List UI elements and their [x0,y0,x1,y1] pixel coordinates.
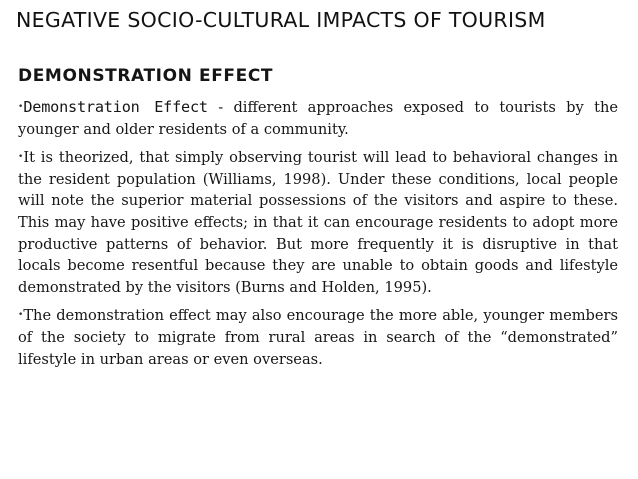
definition-text: - different approaches exposed to tourists by the younger and older residents of a community. [18,99,618,138]
bullet-paragraph-1 [18,97,618,140]
bullet-paragraph-2 [18,147,618,298]
bullet-icon: • [18,310,24,321]
bullet-icon: • [18,152,24,163]
paragraph-text: The demonstration effect may also encourage the more able, younger members of the society to migrate from rural areas in search of the “demonstrated” lifestyle in urban areas or even overseas. [18,307,618,368]
paragraph-text: It is theorized, that simply observing tourist will lead to behavioral changes in the resident population (Williams, 1998). Under these conditions, local people will note the superior material possessions of the visitors and aspire to these. This may have positive effects; in that it can encourage residents to adopt more productive patterns of behavior. But more frequently it is disruptive in that locals become resentful because they are unable to obtain goods and lifestyle demonstrated by the visitors (Burns and Holden, 1995). [18,149,618,296]
section-heading: DEMONSTRATION EFFECT [18,66,274,86]
term-demonstration-effect: Demonstration Effect [23,98,208,116]
slide-body [18,97,618,377]
bullet-paragraph-3 [18,305,618,370]
bullet-icon: • [18,102,24,112]
slide-title: NEGATIVE SOCIO-CULTURAL IMPACTS OF TOURISM [16,8,546,32]
